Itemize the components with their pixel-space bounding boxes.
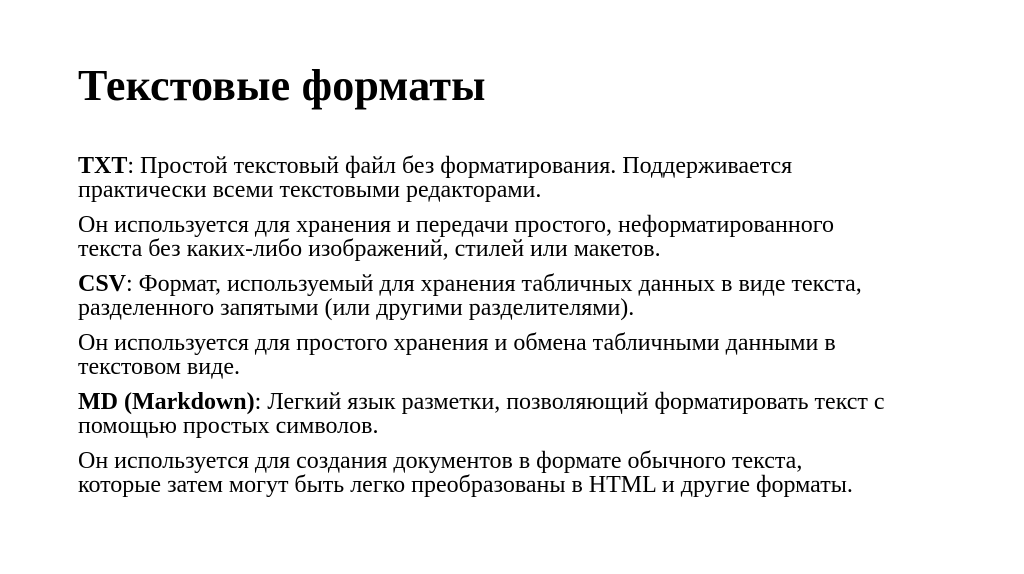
paragraph-line — [78, 390, 978, 414]
paragraph-md — [78, 390, 978, 438]
paragraph-txt-usage — [78, 213, 978, 261]
slide-title: Текстовые форматы — [78, 61, 486, 110]
term-txt: TXT — [78, 153, 128, 179]
paragraph-md-usage — [78, 449, 978, 497]
paragraph-line: Он используется для простого хранения и обмена табличными данными в — [78, 330, 836, 356]
term-md: MD (Markdown) — [78, 389, 255, 415]
paragraph-line: текстовом виде. — [78, 354, 240, 380]
paragraph-line — [78, 272, 978, 296]
paragraph-line: помощью простых символов. — [78, 413, 379, 439]
paragraph-csv-usage — [78, 331, 978, 379]
paragraph-line: Он используется для хранения и передачи простого, неформатированного — [78, 212, 834, 238]
paragraph-line: практически всеми текстовыми редакторами. — [78, 177, 542, 203]
paragraph-line: которые затем могут быть легко преобразованы в HTML и другие форматы. — [78, 472, 853, 498]
paragraph-text: : Легкий язык разметки, позволяющий форматировать текст с — [254, 389, 885, 415]
paragraph-line — [78, 154, 978, 178]
paragraph-line: текста без каких-либо изображений, стилей или макетов. — [78, 236, 661, 262]
slide-content — [78, 154, 978, 508]
paragraph-txt — [78, 154, 978, 202]
term-csv: CSV — [78, 271, 127, 297]
paragraph-text: : Простой текстовый файл без форматирования. Поддерживается — [127, 153, 793, 179]
paragraph-line: разделенного запятыми (или другими разделителями). — [78, 295, 635, 321]
paragraph-line: Он используется для создания документов в формате обычного текста, — [78, 448, 803, 474]
paragraph-csv — [78, 272, 978, 320]
paragraph-text: : Формат, используемый для хранения табличных данных в виде текста, — [126, 271, 862, 297]
